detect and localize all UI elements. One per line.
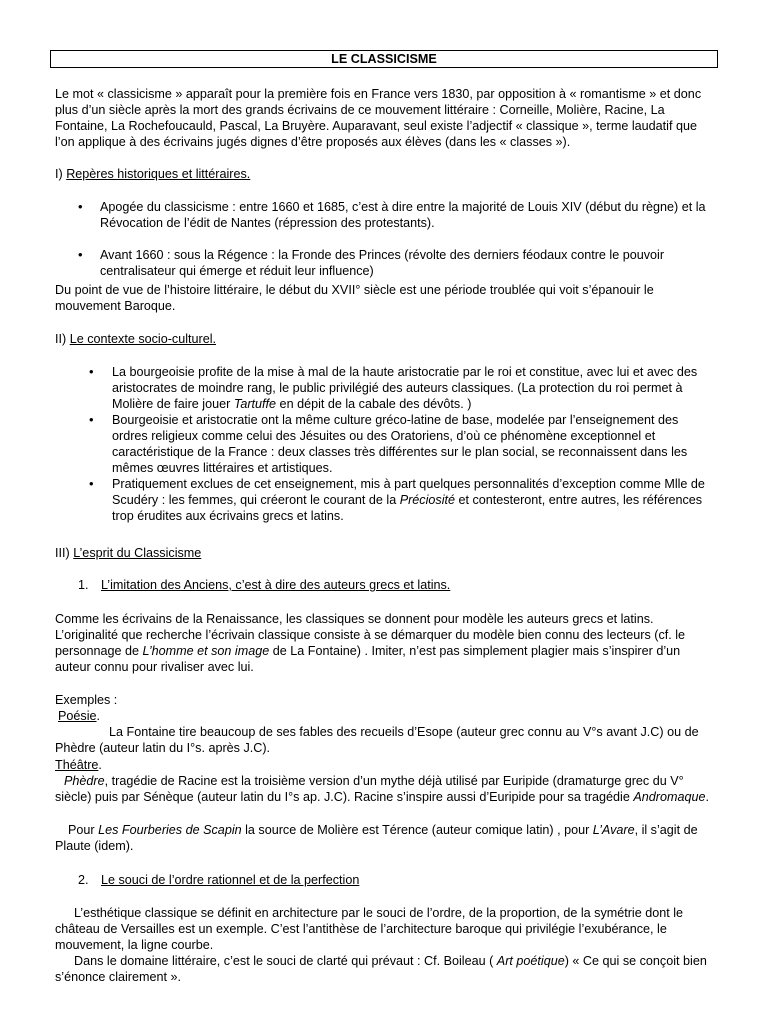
work-title: Art poétique (496, 954, 565, 968)
bullet-icon: • (89, 412, 94, 427)
subsection-1-heading (78, 577, 698, 593)
subsection-2-heading (78, 872, 698, 888)
work-title: Phèdre (64, 774, 105, 788)
phedre-paragraph: Phèdre, tragédie de Racine est la troisième version d’un mythe déjà utilisé par Euripide (dramaturge grec du V° siècle) puis par Sénèque (auteur latin du I°s ap. J.C). Racine s’inspire aussi d’Euripide pour sa tragédie Andromaque. (55, 774, 709, 804)
work-title: L’homme et son image (142, 644, 270, 658)
section-1-heading (55, 166, 715, 182)
list-item-text: Avant 1660 : sous la Régence : la Fronde des Princes (révolte des derniers féodaux contre le pouvoir centralisateur qui émerge et réduit leur influence) (100, 248, 665, 278)
subsection-2-number: 2. (78, 873, 89, 887)
section-1-after-paragraph: Du point de vue de l’histoire littéraire, le début du XVII° siècle est une période troublée qui voit s’épanouir le mouvement Baroque. (55, 283, 654, 313)
ordre-paragraph: L’esthétique classique se définit en architecture par le souci de l’ordre, de la proportion, de la symétrie dont le château de Versailles est un exemple. C’est l’antithèse de l’architecture baroque qui privilégie l’exubérance, le mouvement, la ligne courbe. (55, 906, 684, 952)
work-title: Les Fourberies de Scapin (98, 823, 242, 837)
list-item-text: Apogée du classicisme : entre 1660 et 1685, c’est à dire entre la majorité de Louis XIV (début du règne) et la Révocation de l’édit de Nantes (répression des protestants). (100, 200, 706, 230)
section-3-title: L’esprit du Classicisme (73, 546, 202, 560)
section-2-title: Le contexte socio-culturel. (69, 332, 217, 346)
poesie-text: La Fontaine tire beaucoup de ses fables des recueils d’Esope (auteur grec connu au V°s avant J.C) ou de Phèdre (auteur latin du I°s. après J.C). (55, 725, 699, 755)
work-title: Tartuffe (233, 397, 277, 411)
section-2-bullet-list (89, 364, 715, 524)
work-title: L’Avare (592, 823, 635, 837)
list-item (78, 247, 715, 279)
section-2-heading (55, 331, 715, 347)
section-3-number: III) (55, 546, 74, 560)
list-item: • Bourgeoisie et aristocratie ont la même culture gréco-latine de base, modelée par l’enseignement des ordres religieux comme celui des Jésuites ou des Oratoriens, d’où ce phénomène exceptionnel et caractéristique de la France : deux classes très différentes sur le plan social, se reconnaissent dans les mêmes œuvres littéraires et artistiques. (89, 412, 688, 475)
movement-name: Préciosité (399, 493, 455, 507)
theatre-label: Théâtre. (55, 758, 102, 772)
list-item: • La bourgeoisie profite de la mise à mal de la haute aristocratie par le roi et constitue, avec lui et avec des aristocrates de moindre rang, le public privilégié des auteurs classiques. (La protection du roi permet à Molière de faire jouer Tartuffe en dépit de la cabale des dévôts. ) (89, 364, 698, 411)
bullet-icon: • (89, 476, 94, 491)
subsection-1-title: L’imitation des Anciens, c’est à dire des auteurs grecs et latins. (101, 578, 451, 592)
bullet-icon: • (78, 199, 83, 214)
section-1-number: I) (55, 167, 67, 181)
poesie-label: Poésie. (58, 709, 101, 723)
intro-paragraph: Le mot « classicisme » apparaît pour la première fois en France vers 1830, par opposition à « romantisme » et donc plus d’un siècle après la mort des grands écrivains de ce mouvement littéraire : Corneille, Molière, Racine, La Fontaine, La Rochefoucauld, Pascal, La Bruyère. Auparavant, seul existe l’adjectif « classique », terme laudatif que l’on applique à des écrivains jugés dignes d’être proposés aux élèves (dans les « classes »). (55, 87, 702, 149)
section-1-bullet-list (78, 199, 715, 279)
examples-label: Exemples : (55, 693, 118, 707)
bullet-icon: • (78, 247, 83, 262)
bullet-icon: • (89, 364, 94, 379)
section-3-heading (55, 545, 715, 561)
subsection-1-number: 1. (78, 578, 89, 592)
fourberies-paragraph: Pour Les Fourberies de Scapin la source de Molière est Térence (auteur comique latin) , pour L’Avare, il s’agit de Plaute (idem). (55, 823, 698, 853)
list-item (78, 199, 715, 231)
clarte-paragraph: Dans le domaine littéraire, c’est le souci de clarté qui prévaut : Cf. Boileau ( Art poétique) « Ce qui se conçoit bien s’énonce clairement ». (55, 954, 707, 984)
section-1-title: Repères historiques et littéraires. (66, 167, 251, 181)
list-item: • Pratiquement exclues de cet enseignement, mis à part quelques personnalités d’exception comme Mlle de Scudéry : les femmes, qui créeront le courant de la Préciosité et contesteront, entre autres, les références trop érudites aux écrivains grecs et latins. (89, 476, 705, 523)
imitation-paragraph-2: L’originalité que recherche l’écrivain classique consiste à se démarquer du modèle bien connu des lecteurs (cf. le personnage de L’homme et son image de La Fontaine) . Imiter, n’est pas simplement plagier mais s’inspirer d’un auteur connu pour rivaliser avec lui. (55, 628, 686, 674)
imitation-paragraph-1: Comme les écrivains de la Renaissance, les classiques se donnent pour modèle les auteurs grecs et latins. (55, 612, 654, 626)
section-2-number: II) (55, 332, 70, 346)
work-title: Andromaque (633, 790, 706, 804)
page-title: LE CLASSICISME (50, 50, 718, 68)
subsection-2-title: Le souci de l’ordre rationnel et de la perfection (101, 873, 360, 887)
